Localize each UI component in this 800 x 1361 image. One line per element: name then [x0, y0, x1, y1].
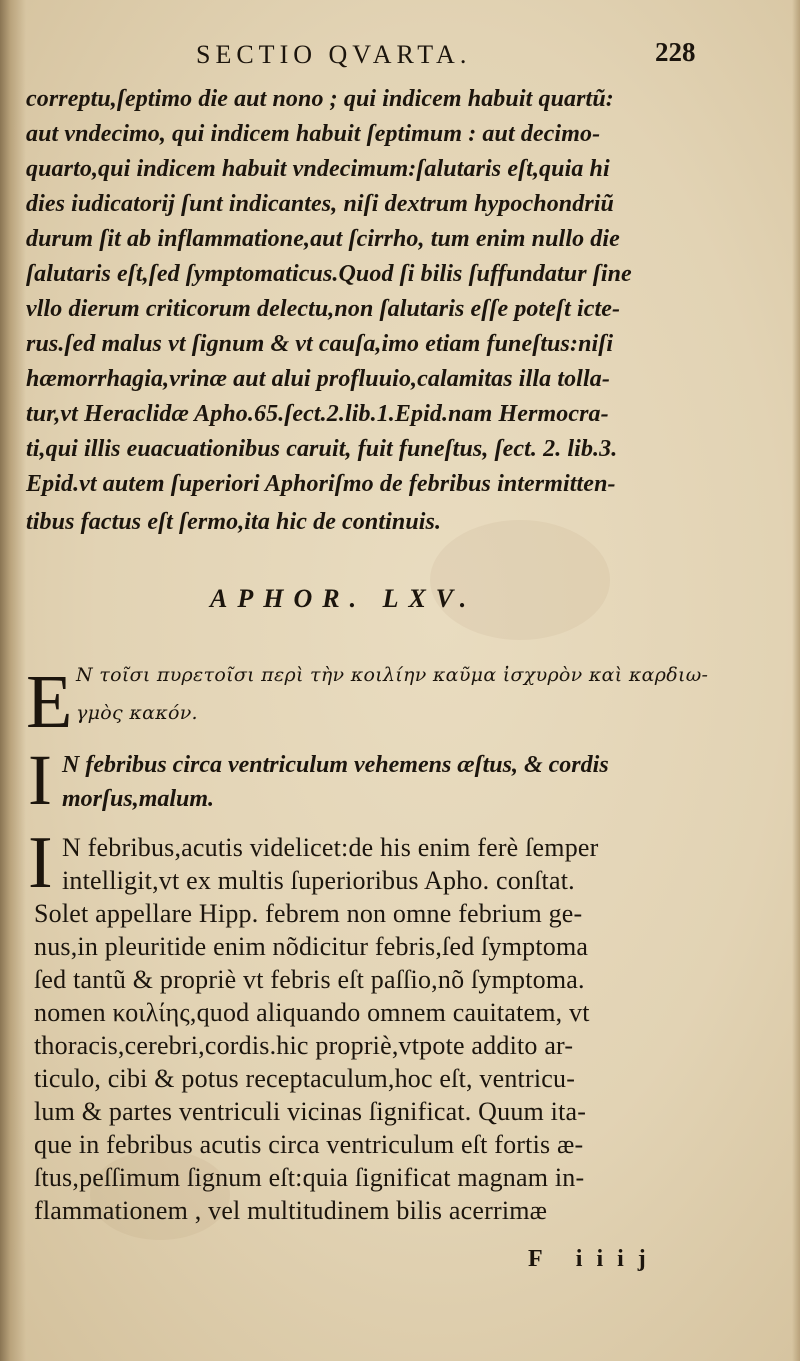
- exposition-line: ticulo, cibi & potus receptaculum,hoc eſt, ventricu-: [34, 1064, 576, 1093]
- page-number: 228: [655, 37, 696, 67]
- commentary-line: tibus factus eſt ſermo,ita hic de continuis.: [26, 509, 442, 535]
- signature-mark: F iiij: [528, 1246, 660, 1272]
- commentary-line: durum ſit ab inflammatione,aut ſcirrho, tum enim nullo die: [26, 226, 620, 252]
- latin-drop-initial: I: [28, 740, 52, 820]
- commentary-line: ſalutaris eſt,ſed ſymptomaticus.Quod ſi bilis ſuffundatur ſine: [26, 261, 632, 287]
- commentary-line: vllo dierum criticorum delectu,non ſalutaris eſſe poteſt icte-: [26, 296, 621, 322]
- exposition-line: que in febribus acutis circa ventriculum eſt fortis æ-: [34, 1130, 584, 1159]
- exposition-line: nus,in pleuritide enim nõdicitur febris,ſed ſymptoma: [34, 932, 589, 961]
- exposition-line: N febribus,acutis videlicet:de his enim ferè ſemper: [62, 833, 599, 862]
- commentary-line: correptu,ſeptimo die aut nono ; qui indicem habuit quartũ:: [26, 86, 614, 112]
- greek-aphorism-line: N τοῖσι πυρετοῖσι περὶ τὴν κοιλίην καῦμα ἰσχυρὸν καὶ καρδιω-: [76, 664, 709, 686]
- exposition-line: Solet appellare Hipp. febrem non omne febrium ge-: [34, 899, 583, 928]
- exposition-drop-initial: I: [28, 822, 53, 904]
- running-title: SECTIO QVARTA.: [196, 40, 472, 69]
- exposition-line: ſtus,peſſimum ſignum eſt:quia ſignificat magnam in-: [34, 1163, 585, 1192]
- greek-aphorism-line: γμὸς κακόν.: [76, 702, 198, 724]
- exposition-line: thoracis,cerebri,cordis.hic propriè,vtpote addito ar-: [34, 1031, 574, 1060]
- latin-aphorism-line: N febribus circa ventriculum vehemens æſtus, & cordis: [62, 752, 609, 778]
- commentary-line: aut vndecimo, qui indicem habuit ſeptimum : aut decimo-: [26, 121, 601, 147]
- commentary-line: quarto,qui indicem habuit vndecimum:ſalutaris eſt,quia hi: [26, 156, 610, 182]
- commentary-line: hæmorrhagia,vrinæ aut alui profluuio,calamitas illa tolla-: [26, 366, 610, 392]
- commentary-line: ti,qui illis euacuationibus caruit, fuit funeſtus, ſect. 2. lib.3.: [26, 436, 618, 462]
- aphorism-heading: APHOR. LXV.: [210, 584, 477, 613]
- exposition-line: intelligit,vt ex multis ſuperioribus Apho. conſtat.: [62, 866, 575, 895]
- exposition-line: lum & partes ventriculi vicinas ſignificat. Quum ita-: [34, 1097, 587, 1126]
- commentary-line: rus.ſed malus vt ſignum & vt cauſa,imo etiam funeſtus:niſi: [26, 331, 614, 357]
- greek-drop-initial: E: [26, 660, 73, 744]
- commentary-line: Epid.vt autem ſuperiori Aphoriſmo de febribus intermitten-: [26, 471, 616, 497]
- exposition-line: ſed tantũ & propriè vt febris eſt paſſio,nõ ſymptoma.: [34, 965, 585, 994]
- exposition-line: flammationem , vel multitudinem bilis acerrimæ: [34, 1196, 548, 1225]
- commentary-line: dies iudicatorij ſunt indicantes, niſi dextrum hypochondriũ: [26, 191, 614, 217]
- commentary-line: tur,vt Heraclidæ Apho.65.ſect.2.lib.1.Epid.nam Hermocra-: [26, 401, 609, 427]
- latin-aphorism-line: morſus,malum.: [62, 786, 215, 812]
- exposition-line: nomen κοιλίης,quod aliquando omnem cauitatem, vt: [34, 998, 590, 1027]
